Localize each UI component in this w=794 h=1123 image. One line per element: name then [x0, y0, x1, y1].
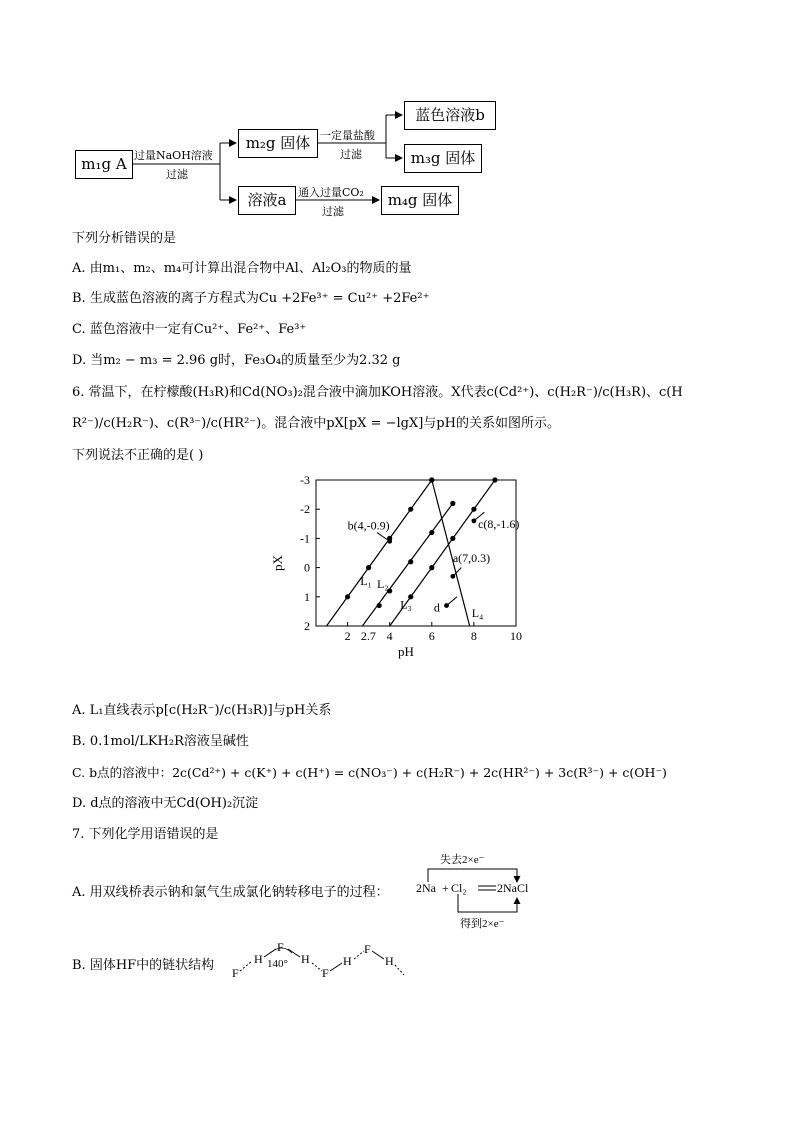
annotation-label: c(8,-1.6): [478, 517, 520, 532]
annotation-label: d: [433, 600, 440, 615]
flow-arrow1-bottom: 过滤: [166, 168, 188, 181]
flow-m3-box: m₃g 固体: [404, 144, 482, 173]
flow-arrow1-top: 过量NaOH溶液: [134, 149, 213, 162]
gain-electron-label: 得到2×e⁻: [460, 918, 505, 930]
q5-option-a: A. 由m₁、m₂、m₄可计算出混合物中Al、Al₂O₃的物质的量: [72, 261, 412, 276]
hf-atom: H: [301, 952, 310, 966]
q6-option-c: C. b点的溶液中：2c(Cd²⁺) + c(K⁺) + c(H⁺) = c(NO₃⁻) + c(H₂R⁻) + 2c(HR²⁻) + 3c(R³⁻) + c(OH⁻): [72, 765, 667, 780]
q5-option-d: D. 当m₂ − m₃ = 2.96 g时，Fe₃O₄的质量至少为2.32 g: [72, 353, 401, 368]
q5-option-c: C. 蓝色溶液中一定有Cu²⁺、Fe²⁺、Fe³⁺: [72, 322, 307, 337]
data-point: [408, 559, 413, 564]
hf-atom: F: [322, 966, 329, 980]
q7-stem: 7. 下列化学用语错误的是: [72, 827, 219, 842]
data-point: [345, 594, 350, 599]
q6-line2: R²⁻)/c(H₂R⁻)、c(R³⁻)/c(HR²⁻)。混合液中pX[pX = −lgX]与pH的关系如图所示。: [72, 416, 560, 431]
annotation-arrow: [447, 597, 458, 606]
q5-stem: 下列分析错误的是: [72, 231, 177, 246]
hf-atom: H: [343, 954, 352, 968]
flow-arrow3-bottom: 过滤: [322, 205, 344, 218]
q7-option-a: A. 用双线桥表示钠和氯气生成氯化钠转移电子的过程：: [72, 885, 389, 900]
q6-option-d: D. d点的溶液中无Cd(OH)₂沉淀: [72, 796, 259, 811]
annotation-label: a(7,0.3): [452, 550, 491, 565]
bond-angle: 140°: [267, 958, 288, 970]
reactant-cl2: Cl₂: [451, 881, 467, 895]
x-tick-label: 10: [510, 629, 522, 643]
y-tick-label: -2: [300, 502, 310, 517]
flow-arrow2-top: 一定量盐酸: [320, 129, 375, 142]
series-label: L₄: [471, 606, 484, 621]
data-point: [471, 507, 476, 512]
hf-atom: F: [364, 942, 371, 956]
data-point: [429, 477, 434, 482]
q6-stem: 下列说法不正确的是( ): [72, 448, 204, 463]
data-point: [377, 603, 382, 608]
hf-atom: F: [232, 966, 239, 980]
x-tick-label: 4: [386, 629, 393, 643]
flow-sol-a-box: 溶液a: [238, 186, 296, 215]
flow-blue-box: 蓝色溶液b: [404, 101, 496, 130]
ph-px-chart: [270, 466, 530, 676]
data-point: [429, 530, 434, 535]
flow-start-box: m₁g A: [75, 150, 133, 179]
data-point: [408, 507, 413, 512]
y-tick-label: 1: [304, 589, 310, 604]
y-axis-label: pX: [270, 555, 285, 571]
y-tick-label: -3: [300, 473, 310, 487]
plus-sign: +: [442, 881, 449, 895]
reactant-na: 2Na: [416, 881, 436, 895]
q6-line1: 6. 常温下，在柠檬酸(H₃R)和Cd(NO₃)₂混合液中滴加KOH溶液。X代表c(Cd²⁺)、c(H₂R⁻)/c(H₃R)、c(H: [72, 385, 683, 400]
data-point: [429, 565, 434, 570]
q5-option-b: B. 生成蓝色溶液的离子方程式为Cu +2Fe³⁺ = Cu²⁺ +2Fe²⁺: [72, 291, 430, 306]
hf-atom: F: [277, 940, 284, 954]
flow-arrow2-bottom: 过滤: [340, 148, 362, 161]
y-tick-label: -1: [300, 531, 310, 546]
series-label: L₂: [377, 577, 389, 592]
x-tick-label: 8: [470, 629, 477, 643]
lose-electron-label: 失去2×e⁻: [440, 854, 485, 866]
data-point: [492, 477, 497, 482]
flow-arrow3-top: 通入过量CO₂: [298, 186, 364, 199]
data-point: [366, 565, 371, 570]
annotation-label: b(4,-0.9): [347, 518, 390, 533]
q6-option-a: A. L₁直线表示p[c(H₂R⁻)/c(H₃R)]与pH关系: [72, 703, 332, 718]
x-axis-label: pH: [398, 644, 414, 659]
flow-m4-box: m₄g 固体: [381, 186, 459, 215]
x-tick-label: 2.7: [360, 629, 376, 643]
data-point: [450, 536, 455, 541]
x-tick-label: 2: [344, 629, 351, 643]
flow-m2-box: m₂g 固体: [238, 129, 318, 158]
q7-option-b: B. 固体HF中的链状结构: [72, 958, 215, 973]
flow-arrows: [0, 0, 794, 230]
hf-chain-diagram: [222, 935, 422, 985]
data-point: [450, 501, 455, 506]
series-label: L₃: [400, 597, 412, 612]
double-bridge-diagram: [410, 850, 540, 930]
y-tick-label: 2: [304, 619, 310, 633]
q6-option-b: B. 0.1mol/LKH₂R溶液呈碱性: [72, 734, 249, 749]
product-nacl: 2NaCl: [497, 881, 529, 895]
hf-atom: H: [385, 954, 394, 968]
y-tick-label: 0: [304, 560, 310, 575]
hf-atom: H: [254, 952, 263, 966]
series-label: L₁: [360, 574, 372, 589]
x-tick-label: 6: [428, 629, 435, 643]
